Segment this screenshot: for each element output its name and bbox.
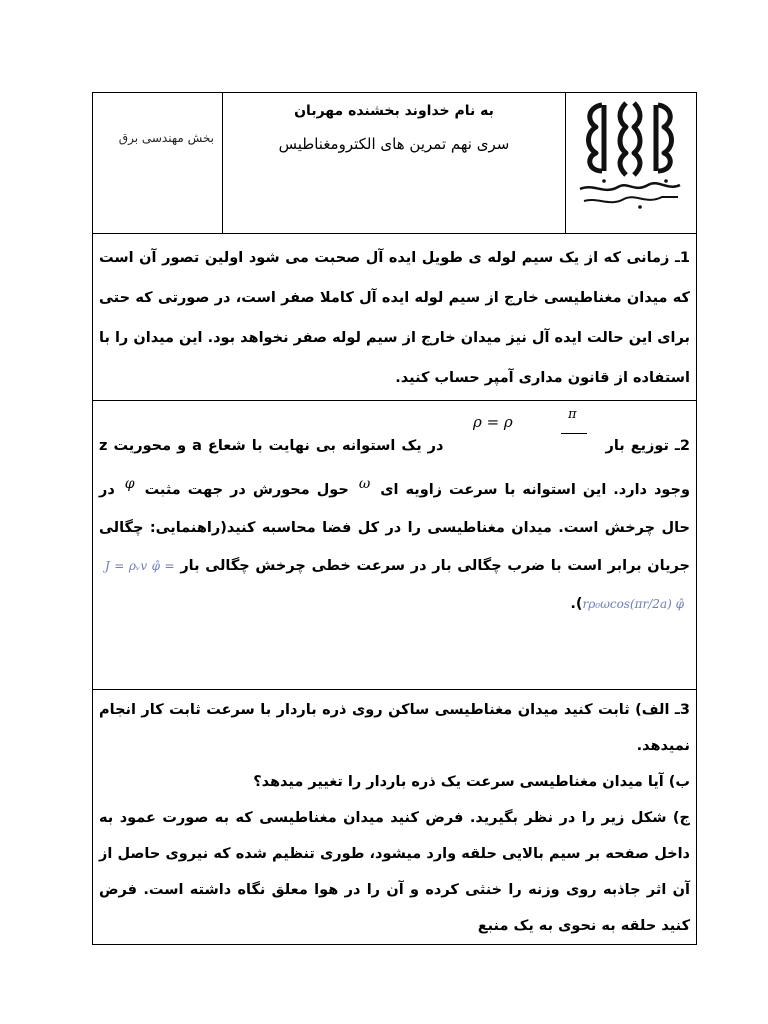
page-subtitle: سری نهم تمرین های الکترومغناطیس (278, 135, 510, 153)
question-2-end: ). (570, 596, 583, 612)
university-logo-icon (574, 97, 686, 215)
question-3-part-a: 3ـ الف) ثابت کنید میدان مغناطیسی ساکن روی ذره باردار با سرعت ثابت کار انجام نمیدهد. (99, 702, 690, 754)
phi-symbol: φ (124, 476, 135, 492)
question-3 (93, 690, 697, 945)
question-2-part2: حول محورش در جهت مثبت (144, 482, 349, 498)
university-logo (566, 93, 697, 234)
omega-symbol: ω (358, 476, 371, 492)
question-2 (93, 401, 697, 690)
question-3-part-c: ج) شکل زیر را در نظر بگیرید. فرض کنید میدان مغناطیسی که به صورت عمود به داخل صفحه بر سیم بالایی حلقه وارد میشود، طوری تنظیم شده که نیروی حاصل از آن اثر جاذبه روی وزنه را خنثی کرده و آن را در هوا معلق نگاه داشته است. فرض کنید حلقه به نحوی به یک منبع (99, 810, 690, 934)
question-2-intro: 2ـ توزیع بار (605, 438, 690, 454)
question-1 (93, 234, 697, 401)
question-1-text: 1ـ زمانی که از یک سیم لوله ی طویل ایده آل صحبت می شود اولین تصور آن است که میدان مغناطیسی خارج از سیم لوله ایده آل کاملا صفر است، در صورتی که حتی برای این حالت ایده آل نیز میدان خارج از سیم لوله صفر نخواهد بود. این میدان را با استفاده از قانون مداری آمپر حساب کنید. (99, 250, 690, 386)
current-density-equation: J = ρᵥv φ̂ = rρ₀ωcos(πr/2a) φ̂ (105, 559, 684, 611)
fraction-bar (561, 433, 587, 434)
exercise-table (92, 92, 697, 945)
charge-density-expr: ρ = ρ (473, 413, 513, 431)
charge-density-equation (473, 407, 577, 431)
question-2-part3: در حال چرخش است. میدان مغناطیسی را در کل فضا محاسبه کنید(راهنمایی: چگالی جریان برابر است با ضرب چگالی بار در سرعت خطی چرخش چگالی بار (99, 482, 690, 574)
page-title: به نام خداوند بخشنده مهربان (294, 103, 494, 119)
title-block (223, 93, 566, 234)
pi-symbol: π (568, 407, 577, 422)
question-2-part1: در یک استوانه بی نهایت با شعاع a و محوریت z وجود دارد. این استوانه با سرعت زاویه ای (99, 438, 690, 498)
exercise-sheet (92, 92, 690, 945)
question-3-part-b: ب) آیا میدان مغناطیسی سرعت یک ذره باردار را تغییر میدهد؟ (253, 774, 690, 790)
department-label: بخش مهندسی برق (93, 93, 223, 234)
question-2-text (99, 401, 690, 623)
